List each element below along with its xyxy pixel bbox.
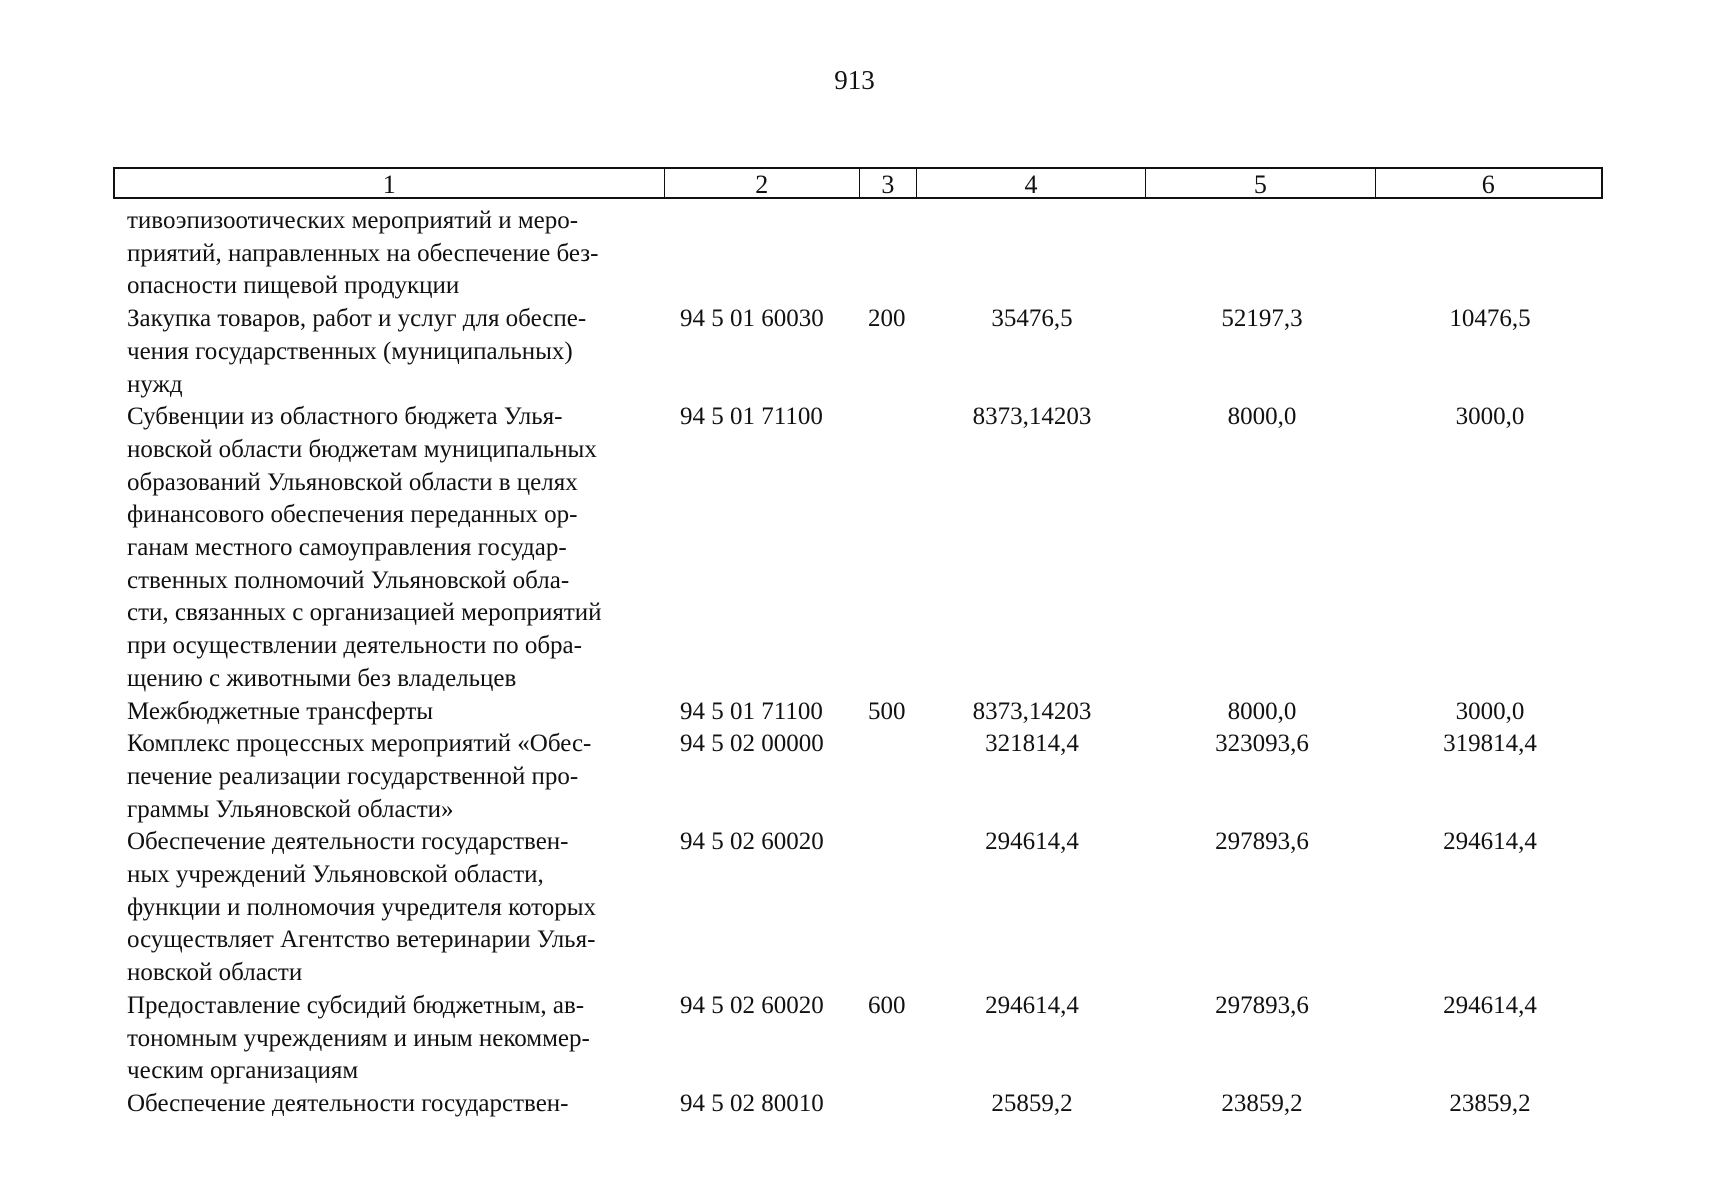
row-name-line: нужд: [127, 370, 183, 398]
row-value-6-cell: 319814,4: [1443, 730, 1537, 758]
row-type-cell: 600: [868, 991, 906, 1019]
column-header-3: 3: [860, 169, 917, 197]
row-name-line: Закупка товаров, работ и услуг для обеспе-: [127, 305, 587, 333]
table-row: [113, 826, 1603, 990]
row-value-4-cell: 8373,14203: [972, 697, 1092, 725]
row-name-cell: [113, 401, 664, 695]
table-row: [113, 401, 1603, 695]
row-name-line: щению с животными без владельцев: [127, 664, 517, 692]
row-value-6-cell: 23859,2: [1449, 1089, 1531, 1117]
row-value-6-cell: 294614,4: [1443, 991, 1537, 1019]
row-name-cell: [113, 826, 664, 990]
row-value-5-cell: 297893,6: [1215, 991, 1309, 1019]
row-name-cell: [113, 728, 664, 826]
row-code-cell: 94 5 02 60020: [680, 828, 824, 856]
row-code-cell: 94 5 02 00000: [680, 730, 824, 758]
row-name-line: ных учреждений Ульяновской области,: [127, 861, 544, 889]
row-value-5-cell: 52197,3: [1221, 305, 1303, 333]
row-name-line: сти, связанных с организацией мероприятий: [127, 599, 602, 627]
table-row: [113, 205, 1603, 303]
row-name-line: при осуществлении деятельности по обра-: [127, 632, 582, 660]
row-type-cell: 200: [868, 305, 906, 333]
row-name-cell: [113, 1088, 664, 1121]
row-value-6-cell: 3000,0: [1455, 697, 1525, 725]
row-name-line: чения государственных (муниципальных): [127, 337, 573, 365]
row-name-line: Субвенции из областного бюджета Улья-: [127, 403, 563, 431]
row-name-line: опасности пищевой продукции: [127, 272, 460, 300]
row-code-cell: 94 5 02 80010: [680, 1089, 824, 1117]
row-name-line: Обеспечение деятельности государствен-: [127, 1089, 569, 1117]
table-row: [113, 696, 1603, 729]
column-header-6: 6: [1481, 170, 1495, 199]
row-value-4-cell: 35476,5: [991, 305, 1073, 333]
row-value-5-cell: 8000,0: [1227, 403, 1297, 431]
row-name-line: приятий, направленных на обеспечение без-: [127, 239, 599, 267]
row-name-line: печение реализации государственной про-: [127, 762, 579, 790]
row-name-line: ганам местного самоуправления государ-: [127, 534, 567, 562]
row-code-cell: 94 5 01 71100: [680, 697, 823, 725]
table-header: [113, 167, 1603, 199]
row-name-line: тивоэпизоотических мероприятий и меро-: [127, 207, 579, 234]
row-value-6-cell: 10476,5: [1449, 305, 1531, 333]
row-name-line: ственных полномочий Ульяновской обла-: [127, 566, 570, 594]
row-name-line: тономным учреждениям и иным некоммер-: [127, 1024, 590, 1052]
column-header-4: 4: [917, 169, 1146, 197]
row-name-line: Предоставление субсидий бюджетным, ав-: [127, 991, 585, 1019]
row-value-4-cell: 321814,4: [985, 730, 1079, 758]
row-name-line: образований Ульяновской области в целях: [127, 468, 578, 496]
table-row: [113, 303, 1603, 401]
row-code-cell: 94 5 01 60030: [680, 305, 824, 333]
row-name-line: Комплекс процессных мероприятий «Обес-: [127, 730, 592, 758]
row-name-cell: [113, 990, 664, 1088]
table-row: [113, 728, 1603, 826]
row-name-cell: [113, 696, 664, 729]
row-code-cell: 94 5 02 60020: [680, 991, 824, 1019]
row-value-4-cell: 294614,4: [985, 828, 1079, 856]
column-header-5: 5: [1146, 169, 1375, 197]
row-type-cell: 500: [868, 697, 906, 725]
row-value-4-cell: 294614,4: [985, 991, 1079, 1019]
row-name-line: Обеспечение деятельности государствен-: [127, 828, 569, 856]
row-name-line: осуществляет Агентство ветеринарии Улья-: [127, 926, 596, 954]
row-value-6-cell: 294614,4: [1443, 828, 1537, 856]
row-value-4-cell: 25859,2: [991, 1089, 1073, 1117]
row-value-4-cell: 8373,14203: [972, 403, 1092, 431]
column-header-1: 1: [115, 169, 665, 197]
row-name-line: Межбюджетные трансферты: [127, 697, 434, 725]
row-name-line: новской области: [127, 959, 303, 987]
row-name-cell: [113, 303, 664, 401]
row-code-cell: 94 5 01 71100: [680, 403, 823, 431]
page-number: 913: [834, 65, 875, 95]
table-row: [113, 1088, 1603, 1121]
row-value-6-cell: 3000,0: [1455, 403, 1525, 431]
table-row: [113, 990, 1603, 1088]
row-value-5-cell: 23859,2: [1221, 1089, 1303, 1117]
row-name-line: финансового обеспечения переданных ор-: [127, 501, 578, 529]
row-name-line: граммы Ульяновской области»: [127, 795, 454, 823]
row-value-5-cell: 297893,6: [1215, 828, 1309, 856]
row-name-line: функции и полномочия учредителя которых: [127, 893, 597, 921]
row-name-line: новской области бюджетам муниципальных: [127, 435, 597, 463]
table-body: [113, 205, 1603, 1121]
row-value-5-cell: 8000,0: [1227, 697, 1297, 725]
row-value-5-cell: 323093,6: [1215, 730, 1309, 758]
row-name-line: ческим организациям: [127, 1057, 359, 1085]
column-header-2: 2: [665, 169, 860, 197]
row-name-cell: [113, 205, 664, 303]
